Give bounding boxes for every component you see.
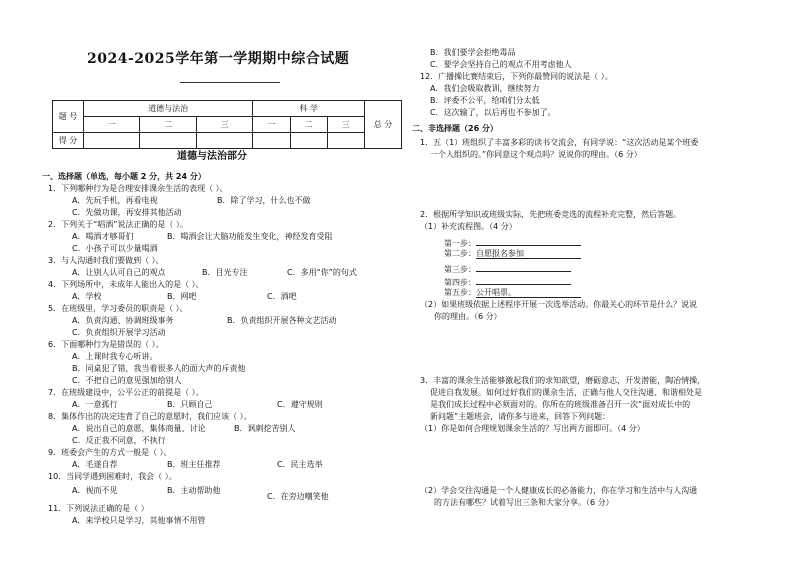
option-text: A．来学校只是学习，其他事情不用管	[72, 516, 206, 525]
question-text: （2）学会交往沟通是一个人健康成长的必备能力，你在学习和生活中与人沟通	[420, 486, 698, 495]
question-1: 1．下列哪种行为是合理安排课余生活的表现（ ）。	[48, 184, 228, 193]
question-text: 的方法有哪些？试着写出三条和大家分享。（6 分）	[434, 498, 614, 507]
question-text: 1．五（1）班组织了丰富多彩的读书交流会，有同学说：“这次活动是某个班委	[420, 138, 699, 147]
option-text: C．反正我不同意，不执行	[72, 436, 166, 445]
subject2-part-1: 一	[253, 117, 290, 133]
subject2-part-3: 三	[327, 117, 364, 133]
subject1-part-2: 二	[140, 117, 196, 133]
option-text: C．负责组织开展学习活动	[72, 328, 166, 337]
option-text: A．毛遂自荐	[72, 460, 118, 469]
option-text: C．要学会坚持自己的观点不用考虑他人	[430, 60, 572, 69]
answer-blank	[476, 249, 581, 259]
option-text: B．负责组织开展各种文艺活动	[227, 316, 337, 325]
flow-step-value: 自愿报名参加	[476, 249, 524, 258]
flow-step-3	[444, 262, 571, 275]
exam-title: 2024-2025学年第一学期期中综合试题	[87, 51, 350, 67]
question-7: 7．在班级建设中，公平公正的前提是（ ）。	[48, 388, 204, 397]
flow-step-label: 第二步：	[444, 249, 476, 258]
flow-step-label: 第三步：	[444, 265, 476, 274]
section-title: 道德与法治部分	[177, 151, 247, 162]
option-text: C．这次输了，以后再也不参加了。	[430, 108, 556, 117]
option-text: C．民主选举	[277, 460, 323, 469]
option-text: A．说出自己的意愿，集体商量、讨论	[72, 424, 206, 433]
flow-step-2	[444, 249, 581, 259]
answer-blank	[476, 288, 581, 298]
flow-step-value: 公开唱票。	[476, 288, 516, 297]
option-text: B．除了学习，什么也不做	[217, 196, 311, 205]
subject2-part-2: 二	[290, 117, 327, 133]
total-cell: 总 分	[365, 101, 402, 149]
option-text: C．多用“你”的句式	[287, 268, 357, 277]
subject1-part-3: 三	[196, 117, 253, 133]
question-2: 2．下列关于“唱酒”说法正确的是（ ）。	[48, 220, 188, 229]
option-text: B．班主任推荐	[167, 460, 221, 469]
question-4: 4．下列场所中，未成年人能出入的是（ ）。	[48, 280, 204, 289]
option-text: B．我们要学会拒绝毒品	[430, 48, 516, 57]
option-text: A．喝酒才够哥们	[72, 232, 134, 241]
question-text: 一个人组织的。”你同意这个观点吗？说说你的理由。（6 分）	[430, 150, 642, 159]
question-6: 6．下面哪种行为是错误的（ ）。	[48, 340, 164, 349]
option-text: A．让别人认可自己的观点	[72, 268, 166, 277]
question-12: 12．广播操比赛结束后，下列你最赞同的说法是（ ）。	[420, 72, 613, 81]
option-text: B．讽刺挖苦别人	[234, 424, 296, 433]
option-text: C．酒吧	[267, 292, 297, 301]
question-text: 新问题”主题班会，请你多与进来，回答下列问题：	[430, 412, 611, 421]
score-cell[interactable]	[196, 133, 253, 149]
subject1-part-1: 一	[84, 117, 140, 133]
question-8: 8．集体作出的决定违背了自己的意愿时，我们应该（ ）。	[48, 412, 252, 421]
question-text: （1）你是如何合理规划课余生活的？写出两方面即可。（4 分）	[420, 424, 645, 433]
flow-step-4	[444, 275, 571, 288]
row-label-question: 题 号	[53, 101, 84, 133]
question-9: 9．班委会产生的方式一般是（ ）。	[48, 448, 172, 457]
option-text: B．同桌犯了错，我当着很多人的面大声的斥责他	[72, 364, 246, 373]
question-text: 2．根据所学知识或班级实际，先把班委竞选的流程补充完整，然后答题。	[420, 210, 682, 219]
title-underline	[180, 82, 280, 83]
option-text: A．负责沟通、协调班级事务	[72, 316, 174, 325]
score-cell[interactable]	[290, 133, 327, 149]
flow-step-label: 第四步：	[444, 278, 476, 287]
option-text: C．在旁边嘲笑他	[267, 492, 329, 501]
score-table	[52, 100, 402, 149]
question-5: 5．在班级里，学习委员的职责是（ ）。	[48, 304, 188, 313]
flow-step-label: 第一步：	[444, 239, 476, 248]
option-text: A．一意孤行	[72, 400, 118, 409]
option-text: C．小孩子可以少量喝酒	[72, 244, 158, 253]
option-text: B．评委不公平，给咱们分太低	[430, 96, 540, 105]
option-text: B．主动帮助他	[167, 486, 221, 495]
option-text: A．视而不见	[72, 486, 118, 495]
answer-blank[interactable]	[476, 236, 581, 246]
option-text: A．我们会吸取教训，继续努力	[430, 84, 540, 93]
score-cell[interactable]	[140, 133, 196, 149]
question-text: （2）如果班级依据上述程序开展一次选举活动。你最关心的环节是什么？说说	[420, 300, 698, 309]
subject-header-2: 科 学	[253, 101, 365, 117]
section-heading: 一、选择题（单选，每小题 2 分，共 24 分）	[42, 172, 206, 181]
question-text: 是我们成长过程中必须面对的。你所在的班级准备召开一次“面对成长中的	[430, 400, 691, 409]
score-cell[interactable]	[84, 133, 140, 149]
subject-header-1: 道德与法治	[84, 101, 253, 117]
score-cell[interactable]	[327, 133, 364, 149]
score-cell[interactable]	[253, 133, 290, 149]
question-10: 10．当同学遇到困难时，我会（ ）。	[48, 472, 177, 481]
question-3: 3．与人沟通时我们要做到（ ）。	[48, 256, 164, 265]
answer-blank[interactable]	[476, 275, 571, 285]
option-text: A．学校	[72, 292, 102, 301]
row-label-score: 得 分	[53, 133, 84, 149]
flow-step-label: 第五步：	[444, 288, 476, 297]
flow-step-5	[444, 288, 581, 298]
option-text: B．只顾自己	[167, 400, 213, 409]
question-text: （1）补充流程图。（4 分）	[420, 222, 517, 231]
option-text: A．上课时我专心听讲。	[72, 352, 158, 361]
question-11: 11．下列说法正确的是（ ）	[48, 504, 149, 513]
option-text: C．遵守规则	[277, 400, 323, 409]
option-text: B．目光专注	[202, 268, 248, 277]
question-text: 你的理由。（6 分）	[434, 312, 502, 321]
option-text: C．不把自己的意见强加给别人	[72, 376, 182, 385]
answer-blank[interactable]	[476, 262, 571, 272]
option-text: B．网吧	[167, 292, 197, 301]
question-text: 促进自我发展。如何过好我们的课余生活，正确与他人交往沟通、和谐相处是	[430, 388, 702, 397]
flow-step-1	[444, 236, 581, 249]
option-text: B．喝酒会让大脑功能发生变化，神经发育受阻	[167, 232, 333, 241]
option-text: A．先玩手机，再看电视	[72, 196, 158, 205]
question-text: 3．丰富的课余生活能够激起我们的求知欲望，磨砺意志，开发潜能，陶冶情操，	[420, 376, 706, 385]
section-heading: 二、非选择题（26 分）	[412, 124, 498, 133]
option-text: C．先做功课，再安排其他活动	[72, 208, 182, 217]
